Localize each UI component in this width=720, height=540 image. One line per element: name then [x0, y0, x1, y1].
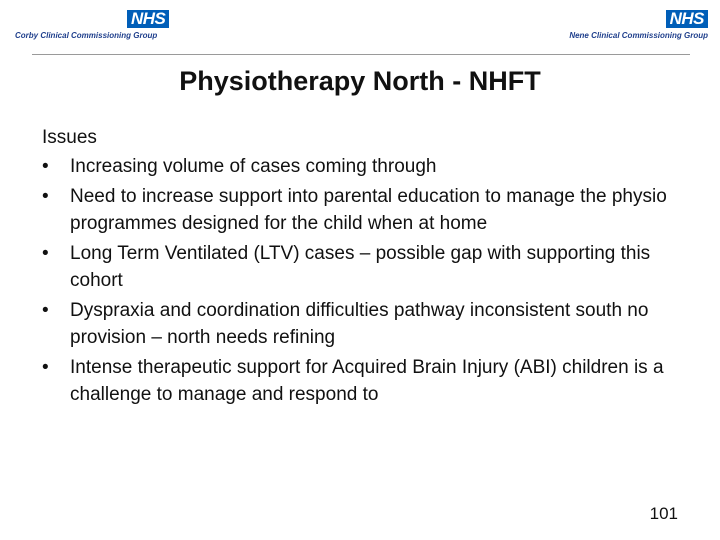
bullet-marker: •: [42, 300, 49, 321]
list-item: [42, 183, 682, 237]
list-item: [42, 354, 682, 408]
section-heading: Issues: [42, 127, 97, 148]
issues-list: [42, 153, 682, 408]
list-item-text: Need to increase support into parental education to manage the physio programmes designed for the child when at home: [70, 186, 667, 234]
bullet-marker: •: [42, 243, 49, 264]
bullet-marker: •: [42, 156, 49, 177]
list-item: [42, 153, 682, 180]
nene-ccg-logo: [558, 10, 708, 41]
slide-title: Physiotherapy North - NHFT: [179, 66, 541, 96]
corby-ccg-logo: [15, 10, 175, 41]
list-item: [42, 297, 682, 351]
list-item-text: Dyspraxia and coordination difficulties pathway inconsistent south no provision – north needs refining: [70, 300, 649, 348]
list-item-text: Long Term Ventilated (LTV) cases – possible gap with supporting this cohort: [70, 243, 651, 291]
nhs-badge-right: NHS: [666, 10, 708, 28]
bullet-marker: •: [42, 186, 49, 207]
header-divider: [32, 54, 690, 55]
page-number: 101: [649, 504, 678, 523]
nhs-badge-left: NHS: [127, 10, 169, 28]
list-item: [42, 240, 682, 294]
list-item-text: Intense therapeutic support for Acquired Brain Injury (ABI) children is a challenge to manage and respond to: [70, 357, 664, 405]
bullet-marker: •: [42, 357, 49, 378]
list-item-text: Increasing volume of cases coming through: [70, 156, 437, 177]
corby-ccg-name: Corby Clinical Commissioning Group: [15, 31, 158, 40]
nene-ccg-name: Nene Clinical Commissioning Group: [569, 31, 708, 40]
slide-content: [42, 124, 682, 411]
